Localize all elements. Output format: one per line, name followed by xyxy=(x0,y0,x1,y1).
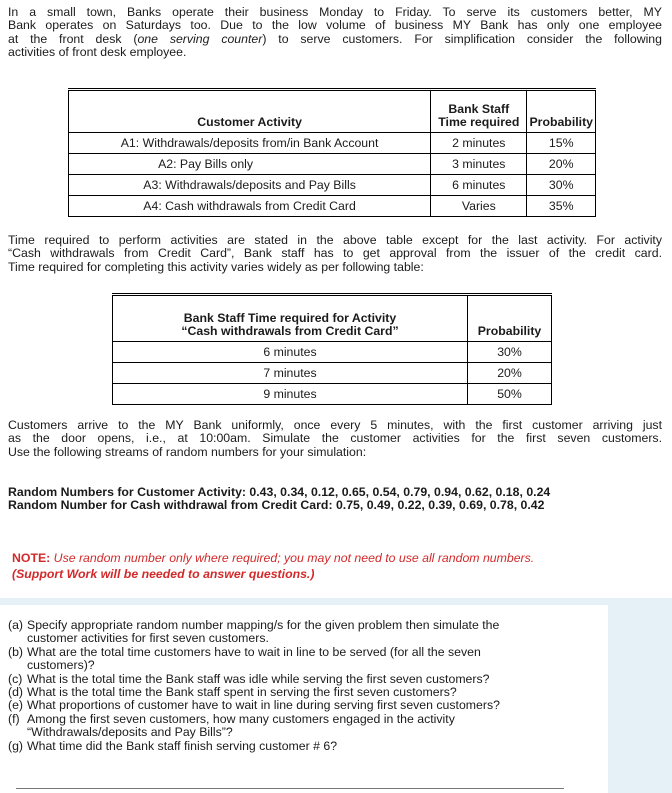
table-row xyxy=(69,133,596,154)
table-row xyxy=(69,154,596,175)
random-credit-line: Random Number for Cash withdrawal from Credit Card: 0.75, 0.49, 0.22, 0.39, 0.69, 0.78, 0.42 xyxy=(8,498,545,513)
activity-cell: A4: Cash withdrawals from Credit Card xyxy=(69,196,431,217)
probability-cell: 15% xyxy=(527,133,596,154)
table-row xyxy=(69,196,596,217)
header-probability: Probability xyxy=(527,90,596,133)
questions-list xyxy=(8,619,608,753)
probability-cell: 30% xyxy=(527,175,596,196)
paragraph-line: Use the following streams of random numbers for your simulation: xyxy=(8,444,367,459)
paragraph-line: Time required to perform activities are stated in the above table except for the last activity. For activity xyxy=(8,233,662,247)
time-cell: 6 minutes xyxy=(113,342,468,363)
table-row xyxy=(113,384,552,405)
question-a: (a) Specify appropriate random number mapping/s for the given problem then simulate the customer activities for first seven customers. xyxy=(8,618,500,646)
question-e: (e) What proportions of customer have to wait in line during serving first seven customers? xyxy=(8,698,500,713)
paragraph-line: as the door opens, i.e., at 10:00am. Simulate the customer activities for the first seven customers. xyxy=(8,431,662,446)
question-b: (b) What are the total time customers have to wait in line to be served (for all the seven customers)? xyxy=(8,644,481,673)
note xyxy=(12,551,534,565)
activity-cell: A1: Withdrawals/deposits from/in Bank Account xyxy=(69,133,431,154)
paragraph-line: “Cash withdrawals from Credit Card”, Bank staff has to get approval from the issuer of the credit card. xyxy=(8,246,662,261)
table-row xyxy=(113,363,552,384)
table-row xyxy=(69,175,596,196)
probability-cell: 35% xyxy=(527,196,596,217)
random-activity-line: Random Numbers for Customer Activity: 0.43, 0.34, 0.12, 0.65, 0.54, 0.79, 0.94, 0.62, 0.18, 0.24 xyxy=(8,485,551,499)
paragraph-line: Customers arrive to the MY Bank uniformly, once every 5 minutes, with the first customer arriving just xyxy=(8,418,662,432)
note-label: NOTE: xyxy=(12,551,51,565)
arrival-paragraph xyxy=(8,419,662,459)
probability-cell: 30% xyxy=(468,342,552,363)
header-staff-time: Bank Staff Time required for Activity “Cash withdrawals from Credit Card” xyxy=(113,295,468,342)
time-cell: 2 minutes xyxy=(431,133,527,154)
intro-paragraph xyxy=(8,6,662,60)
question-d: (d) What is the total time the Bank staff spent in serving the first seven customers? xyxy=(8,685,457,700)
time-cell: 9 minutes xyxy=(113,384,468,405)
probability-cell: 20% xyxy=(527,154,596,175)
header-customer-activity: Customer Activity xyxy=(69,90,431,133)
activity-cell: A2: Pay Bills only xyxy=(69,154,431,175)
paragraph-line: Time required for completing this activity varies widely as per following table: xyxy=(8,259,424,274)
activity-table xyxy=(68,88,596,217)
time-cell: 6 minutes xyxy=(431,175,527,196)
time-cell: Varies xyxy=(431,196,527,217)
intro-line: In a small town, Banks operate their business Monday to Friday. To serve its customers better, MY xyxy=(8,5,662,19)
bottom-rule xyxy=(16,788,564,789)
random-numbers xyxy=(8,486,662,513)
probability-cell: 20% xyxy=(468,363,552,384)
header-probability: Probability xyxy=(468,295,552,342)
activity-cell: A3: Withdrawals/deposits and Pay Bills xyxy=(69,175,431,196)
time-cell: 7 minutes xyxy=(113,363,468,384)
question-f: (f) Among the first seven customers, how many customers engaged in the activity “Withdrawals/deposits and Pay Bills”? xyxy=(8,711,455,740)
credit-card-time-table xyxy=(112,293,552,405)
table-row xyxy=(113,342,552,363)
question-c: (c) What is the total time the Bank staff was idle while serving the first seven customers? xyxy=(8,671,490,686)
question-g: (g) What time did the Bank staff finish serving customer # 6? xyxy=(8,738,338,753)
probability-cell: 50% xyxy=(468,384,552,405)
intro-line: activities of front desk employee. xyxy=(8,45,187,60)
time-cell: 3 minutes xyxy=(431,154,527,175)
intro-line: Bank operates on Saturdays too. Due to the low volume of business MY Bank has only one employee xyxy=(8,18,662,33)
header-time-required: Bank Staff Time required xyxy=(431,90,527,133)
note-text: Use random number only where required; you may not need to use all random numbers. xyxy=(50,551,535,565)
activity-note-paragraph xyxy=(8,234,662,274)
support-note: (Support Work will be needed to answer questions.) xyxy=(12,567,315,581)
intro-line: at the front desk (one serving counter) to serve customers. For simplification consider the following xyxy=(8,31,662,46)
